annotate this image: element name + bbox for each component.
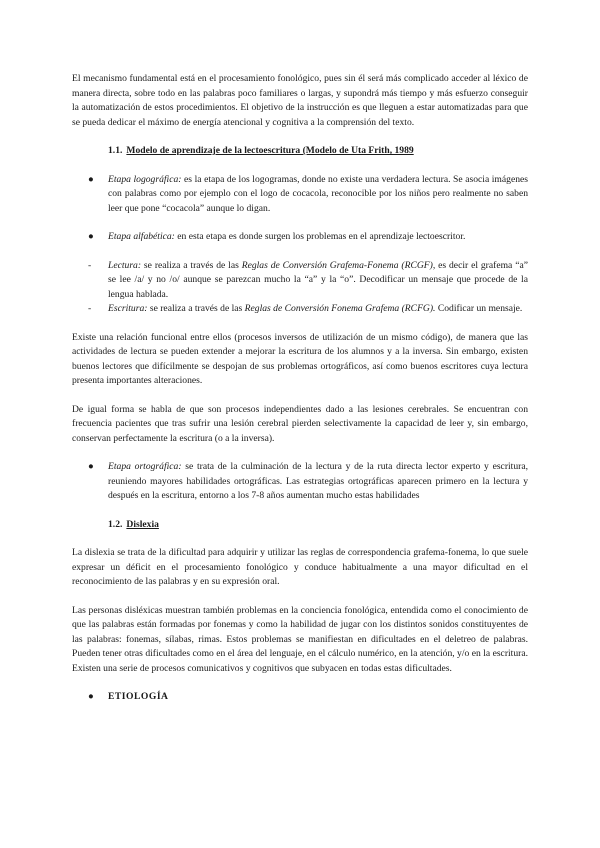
term-orthographic: Etapa ortográfica: <box>108 461 182 472</box>
rules-rcfg: Reglas de Conversión Fonema Grafema (RCFG). <box>244 303 436 314</box>
text-orthographic: se trata de la culminación de la lectura y de la ruta directa lector experto y escritura, reuniendo mayores habilidades ortográficas. Las estrategias ortográficas aparecen primero en la lectura y después en la escritura, entorno a los 7-8 años aumentan mucho estas habilidades <box>108 461 528 501</box>
bullet-icon: ● <box>88 461 94 472</box>
dash-icon: - <box>88 303 92 314</box>
text-alphabetic: en esta etapa es donde surgen los problemas en el aprendizaje lectoescritor. <box>174 231 466 242</box>
section-heading-1-2 <box>108 518 528 533</box>
dash-item-writing <box>72 302 528 317</box>
bullet-icon: ● <box>88 173 94 185</box>
text-writing-2: Codificar un mensaje. <box>435 303 523 314</box>
bullet-alphabetic <box>72 230 528 245</box>
section-number: 1.2. <box>108 518 123 530</box>
etiology-heading: ETIOLOGÍA <box>108 691 169 702</box>
bullet-icon: ● <box>88 691 94 702</box>
paragraph-dyslexia: La dislexia se trata de la dificultad para adquirir y utilizar las reglas de correspondencia grafema-fonema, lo que suele expresar un déficit en el procesamiento fonológico y conduce habitualmente a una mayor dificultad en el reconocimiento de las palabras y en su expresión oral. <box>72 547 528 587</box>
bullet-icon: ● <box>88 231 94 242</box>
paragraph-independent: De igual forma se habla de que son procesos independientes dado a las lesiones cerebrales. Se encuentran con frecuencia pacientes que tras sufrir una lesión cerebral pierden selectivamente la capacidad de leer y, sin embargo, conservan perfectamente la escritura (o a la inversa). <box>72 403 528 444</box>
dash-icon: - <box>88 259 92 271</box>
term-reading: Lectura: <box>108 259 142 271</box>
text-reading-2: , es decir el grafema “a” se lee /a/ y no /o/ aunque se parezcan mucho la “a” y la “o”. Decodificar un mensaje que procede de la lengua hablada. <box>108 259 528 300</box>
bullet-orthographic <box>72 460 528 504</box>
section-title: Modelo de aprendizaje de la lectoescritura (Modelo de Uta Frith, 1989 <box>126 145 414 156</box>
rules-rcgf: Reglas de Conversión Grafema-Fonema (RCGF) <box>241 259 433 271</box>
text-reading-1: se realiza a través de las <box>141 259 242 271</box>
paragraph-relation: Existe una relación funcional entre ellos (procesos inversos de utilización de un mismo código), de manera que las actividades de lectura se pueden extender a mejorar la escritura de los alumnos y a la inversa. Sin embargo, existen buenos lectores que difícilmente se despojan de sus problemas ortográficos, así como buenos escritores cuya lectura presenta importantes alteraciones. <box>72 331 528 386</box>
dash-item-reading <box>72 259 528 303</box>
section-title: Dislexia <box>126 518 159 530</box>
bullet-etiology <box>72 690 528 705</box>
section-heading-1-1 <box>108 144 528 159</box>
term-writing: Escritura: <box>108 303 148 314</box>
text-logographic: es la etapa de los logogramas, donde no existe una verdadera lectura. Se asocia imágenes con palabras como por ejemplo con el logo de cocacola, reconocible por los niños pero realmente no saben leer que pone “cocacola” aunque lo digan. <box>108 173 528 214</box>
section-number: 1.1. <box>108 145 123 156</box>
bullet-logographic <box>72 173 528 217</box>
term-alphabetic: Etapa alfabética: <box>108 231 175 242</box>
paragraph-phonological: Las personas disléxicas muestran también problemas en la conciencia fonológica, entendida como el conocimiento de que las palabras están formadas por fonemas y como la habilidad de jugar con los distintos sonidos constituyentes de las palabras: fonemas, sílabas, rimas. Estos problemas se manifiestan en dificultades en el deletreo de palabras. Pueden tener otras dificultades como en el área del lenguaje, en el cálculo numérico, en la atención, y/o en la escritura. Existen una serie de procesos comunicativos y cognitivos que subyacen en todas estas dificultades. <box>72 604 528 674</box>
term-logographic: Etapa logográfica: <box>108 173 182 185</box>
dash-list <box>72 259 528 317</box>
text-writing-1: se realiza a través de las <box>147 303 245 314</box>
paragraph-intro: El mecanismo fundamental está en el procesamiento fonológico, pues sin él será más complicado acceder al léxico de manera directa, sobre todo en las palabras poco familiares o largas, y supondrá más tiempo y más esfuerzo conseguir la automatización de estos procedimientos. El objetivo de la instrucción es que lleguen a estar automatizadas para que se pueda dedicar el máximo de energía atencional y cognitiva a la comprensión del texto. <box>72 73 528 128</box>
